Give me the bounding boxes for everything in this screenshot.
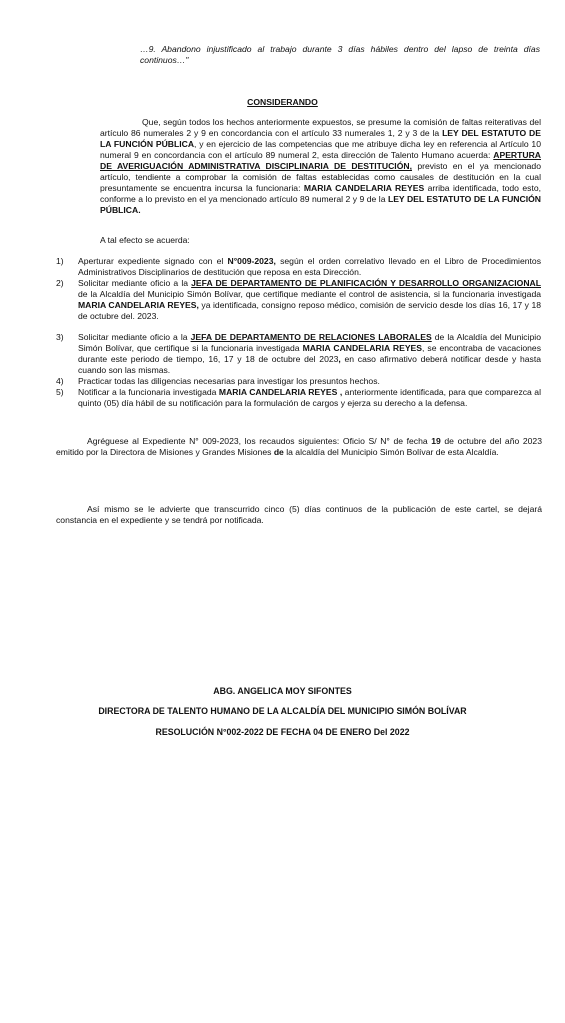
list-item: 1) Aperturar expediente signado con el N°009-2023, según el orden correlativo llevado en el Libro de Procedimientos Administrativos Disciplinarios de destitución que reposa en esta Dirección. — [56, 256, 541, 277]
resolution-reference: RESOLUCIÓN N°002-2022 DE FECHA 04 DE ENERO Del 2022 — [155, 727, 410, 737]
list-item: 5) Notificar a la funcionaria investigada MARIA CANDELARIA REYES , anteriormente identificada, para que comparezca al quinto (05) día hábil de su notificación para la formulación de cargos y ejerza su derecho a la defensa. — [56, 387, 541, 408]
agreement-list — [56, 256, 541, 409]
list-item: 2) Solicitar mediante oficio a la JEFA DE DEPARTAMENTO DE PLANIFICACIÓN Y DESARROLLO ORGANIZACIONAL de la Alcaldía del Municipio Simón Bolívar, que certifique mediante el control de asistencia, si la funcionaria investigada MARIA CANDELARIA REYES, ya identificada, consigno reposo médico, comisión de servicio desde los días 16, 17 y 18 de octubre del. 2023. — [56, 278, 542, 321]
tal-efecto-line: A tal efecto se acuerda: — [100, 235, 190, 245]
signatory-name: ABG. ANGELICA MOY SIFONTES — [213, 686, 352, 696]
considerando-heading: CONSIDERANDO — [247, 97, 318, 107]
quoted-article: …9. Abandono injustificado al trabajo durante 3 días hábiles dentro del lapso de treinta días continuos…" — [140, 44, 540, 65]
list-item: 4) Practicar todas las diligencias necesarias para investigar los presuntos hechos. — [56, 376, 380, 386]
agreguese-paragraph: Agréguese al Expediente N° 009-2023, los recaudos siguientes: Oficio S/ N° de fecha 19 de octubre del año 2023 emitido por la Directora de Misiones y Grandes Misiones de la alcaldía del Municipio Simón Bolívar de esta Alcaldía. — [56, 436, 542, 457]
list-item: 3) Solicitar mediante oficio a la JEFA DE DEPARTAMENTO DE RELACIONES LABORALES de la Alcaldía del Municipio Simón Bolívar, que certifique si la funcionaria investigada MARIA CANDELARIA REYES, se encontraba de vacaciones durante este periodo de tiempo, 16, 17 y 18 de octubre del 2023, en caso afirmativo deberá notificar desde y hasta cuando son las mismas. — [56, 332, 541, 375]
notice-paragraph: Así mismo se le advierte que transcurrido cinco (5) días continuos de la publicación de este cartel, se dejará constancia en el expediente y se tendrá por notificada. — [56, 504, 542, 525]
considerando-paragraph: Que, según todos los hechos anteriormente expuestos, se presume la comisión de faltas reiterativas del artículo 86 numerales 2 y 9 en concordancia con el artículo 33 numerales 1, 2 y 3 de la LEY DEL ESTATUTO DE LA FUNCIÓN PÚBLICA, y en ejercicio de las competencias que me atribuye dicha ley en referencia al Artículo 10 numeral 9 en concordancia con el artículo 89 numeral 2, esta dirección de Talento Humano acuerda: APERTURA DE AVERIGUACIÓN ADMINISTRATIVA DISCIPLINARIA DE DESTITUCIÓN, previsto en el ya mencionado artículo, tendiente a comprobar la comisión de faltas establecidas como causales de destitución en la cual presuntamente se encuentra incursa la funcionaria: MARIA CANDELARIA REYES arriba identificada, todo esto, conforme a lo previsto en el ya mencionado artículo 89 numeral 2 y 9 de la LEY DEL ESTATUTO DE LA FUNCIÓN PÚBLICA. — [100, 117, 542, 215]
signatory-title: DIRECTORA DE TALENTO HUMANO DE LA ALCALDÍA DEL MUNICIPIO SIMÓN BOLÍVAR — [98, 706, 467, 716]
